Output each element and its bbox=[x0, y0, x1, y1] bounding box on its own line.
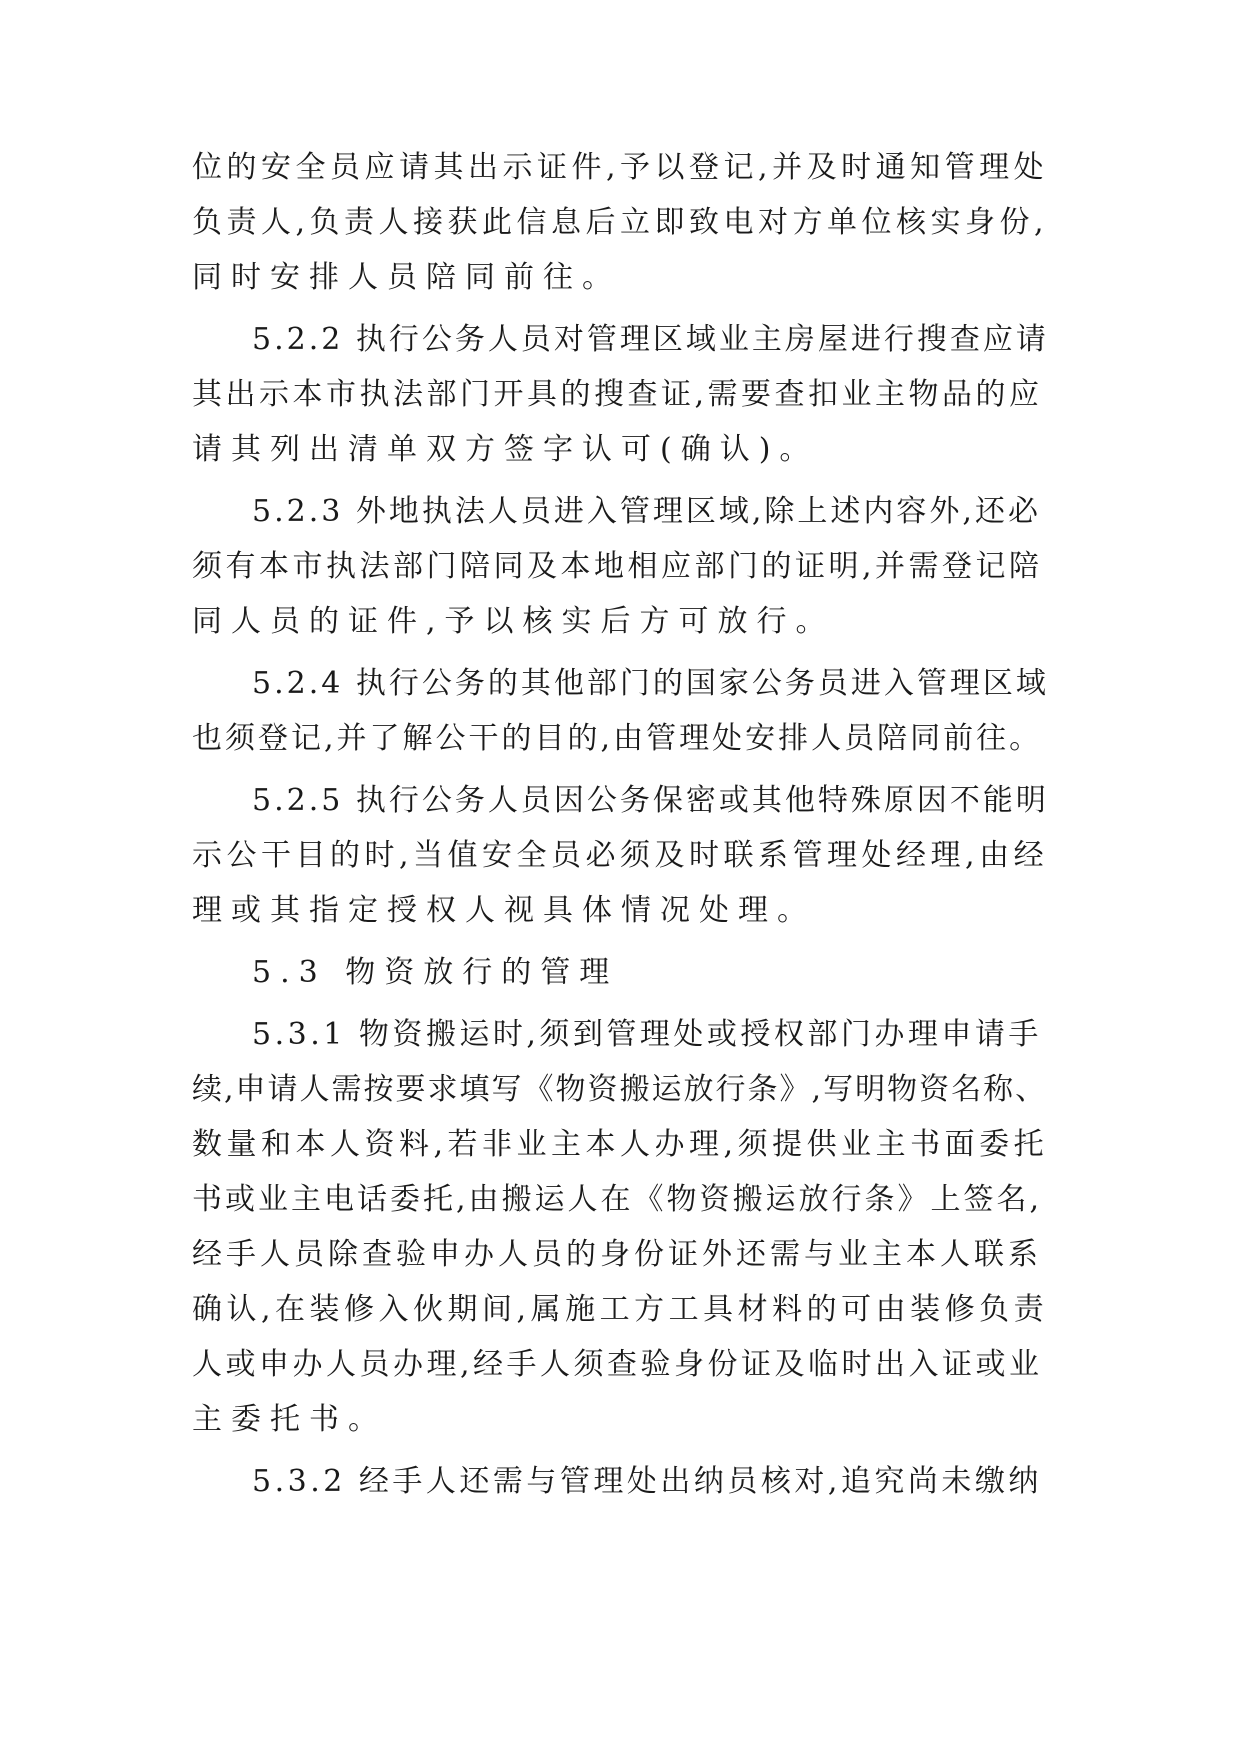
text-line: 示公干目的时,当值安全员必须及时联系管理处经理,由经 bbox=[192, 838, 1049, 873]
text-line: 续,申请人需按要求填写《物资搬运放行条》,写明物资名称、 bbox=[192, 1072, 1048, 1107]
section-heading: 5.3 物资放行的管理 bbox=[252, 955, 619, 990]
text-line: 5.3.2 经手人还需与管理处出纳员核对,追究尚未缴纳 bbox=[252, 1464, 1042, 1499]
text-line: 书或业主电话委托,由搬运人在《物资搬运放行条》上签名, bbox=[192, 1182, 1043, 1217]
text-line: 5.3.1 物资搬运时,须到管理处或授权部门办理申请手 bbox=[252, 1017, 1042, 1052]
text-line: 经手人员除查验申办人员的身份证外还需与业主本人联系 bbox=[192, 1237, 1042, 1272]
text-line: 5.2.5 执行公务人员因公务保密或其他特殊原因不能明 bbox=[252, 783, 1049, 818]
text-line: 请其列出清单双方签字认可(确认)。 bbox=[192, 432, 819, 467]
text-line: 确认,在装修入伙期间,属施工方工具材料的可由装修负责 bbox=[192, 1292, 1049, 1327]
text-line: 人或申办人员办理,经手人须查验身份证及临时出入证或业 bbox=[192, 1347, 1043, 1382]
text-line: 5.2.3 外地执法人员进入管理区域,除上述内容外,还必 bbox=[252, 494, 1041, 529]
text-line: 负责人,负责人接获此信息后立即致电对方单位核实身份, bbox=[192, 205, 1049, 240]
text-line: 位的安全员应请其出示证件,予以登记,并及时通知管理处 bbox=[192, 150, 1049, 185]
text-line: 5.2.4 执行公务的其他部门的国家公务员进入管理区域 bbox=[252, 666, 1049, 701]
text-line: 理或其指定授权人视具体情况处理。 bbox=[192, 893, 816, 928]
text-line: 数量和本人资料,若非业主本人办理,须提供业主书面委托 bbox=[192, 1127, 1049, 1162]
text-line: 同时安排人员陪同前往。 bbox=[192, 260, 621, 295]
text-line: 同人员的证件,予以核实后方可放行。 bbox=[192, 604, 835, 639]
text-line: 也须登记,并了解公干的目的,由管理处安排人员陪同前往。 bbox=[192, 721, 1043, 756]
text-line: 主委托书。 bbox=[192, 1402, 387, 1437]
text-line: 5.2.2 执行公务人员对管理区域业主房屋进行搜查应请 bbox=[252, 322, 1049, 357]
text-line: 其出示本市执法部门开具的搜查证,需要查扣业主物品的应 bbox=[192, 377, 1043, 412]
text-line: 须有本市执法部门陪同及本地相应部门的证明,并需登记陪 bbox=[192, 549, 1043, 584]
